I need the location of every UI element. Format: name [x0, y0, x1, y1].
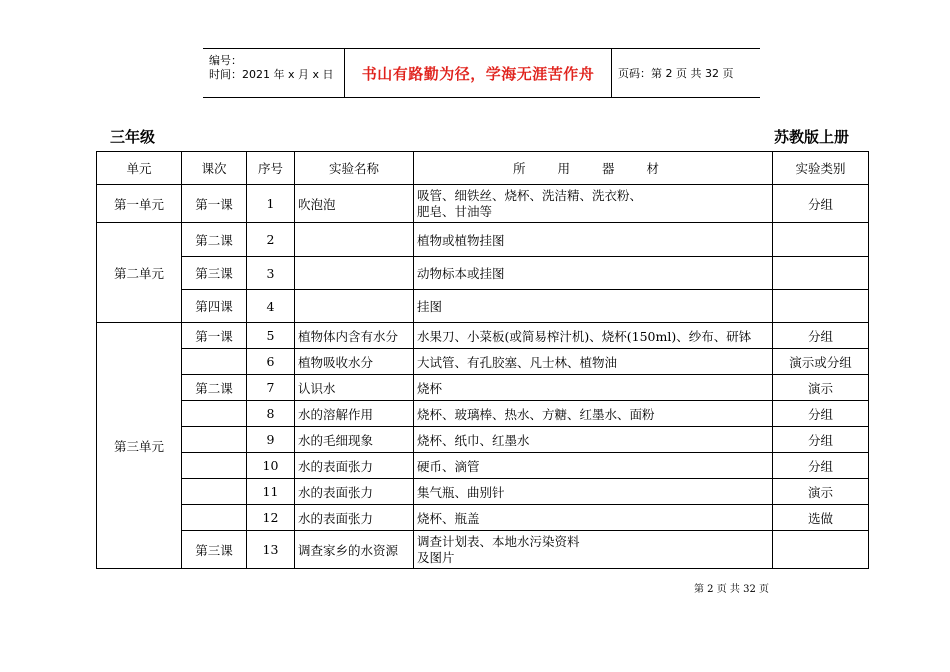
name-cell: 水的溶解作用	[295, 401, 414, 427]
header-left-cell	[203, 49, 344, 97]
name-cell: 植物体内含有水分	[295, 323, 414, 349]
type-cell: 分组	[773, 427, 869, 453]
edition-title: 苏教版上册	[773, 128, 849, 146]
time-label: 时间：2021 年 x 月 x 日	[209, 68, 334, 81]
lesson-cell: 第四课	[182, 290, 247, 323]
number-cell: 2	[247, 223, 295, 257]
name-cell: 植物吸收水分	[295, 349, 414, 375]
type-cell: 分组	[773, 401, 869, 427]
type-cell: 演示或分组	[773, 349, 869, 375]
page-info: 页码：第 2 页 共 32 页	[618, 67, 734, 80]
equipment-cell	[414, 185, 773, 223]
table-row	[97, 427, 869, 453]
lesson-cell: 第三课	[182, 257, 247, 290]
lesson-cell	[182, 479, 247, 505]
number-cell: 13	[247, 531, 295, 569]
number-cell: 8	[247, 401, 295, 427]
table-row	[97, 531, 869, 569]
table-row	[97, 505, 869, 531]
name-cell: 调查家乡的水资源	[295, 531, 414, 569]
name-cell	[295, 257, 414, 290]
lesson-cell: 第一课	[182, 323, 247, 349]
type-cell: 选做	[773, 505, 869, 531]
table-row	[97, 375, 869, 401]
experiment-table	[96, 151, 869, 569]
document-header	[203, 48, 760, 98]
name-cell: 水的表面张力	[295, 479, 414, 505]
name-cell: 水的表面张力	[295, 505, 414, 531]
header-experiment-name: 实验名称	[295, 152, 414, 185]
number-cell: 11	[247, 479, 295, 505]
equipment-cell: 挂图	[414, 290, 773, 323]
equipment-cell: 植物或植物挂图	[414, 223, 773, 257]
table-row	[97, 290, 869, 323]
equipment-line: 及图片	[417, 549, 455, 565]
header-number: 序号	[247, 152, 295, 185]
type-cell	[773, 290, 869, 323]
table-header-row	[97, 152, 869, 185]
number-cell: 1	[247, 185, 295, 223]
table-row	[97, 479, 869, 505]
table-row	[97, 453, 869, 479]
equipment-cell: 大试管、有孔胶塞、凡士林、植物油	[414, 349, 773, 375]
table-row	[97, 257, 869, 290]
header-experiment-type: 实验类别	[773, 152, 869, 185]
lesson-cell	[182, 349, 247, 375]
type-cell: 演示	[773, 375, 869, 401]
type-cell	[773, 531, 869, 569]
equipment-cell	[414, 531, 773, 569]
number-cell: 10	[247, 453, 295, 479]
type-cell: 演示	[773, 479, 869, 505]
unit-cell: 第一单元	[97, 185, 182, 223]
equipment-cell: 动物标本或挂图	[414, 257, 773, 290]
grade-title: 三年级	[110, 128, 156, 146]
type-cell: 分组	[773, 453, 869, 479]
unit-cell: 第三单元	[97, 323, 182, 569]
lesson-cell: 第三课	[182, 531, 247, 569]
name-cell: 水的表面张力	[295, 453, 414, 479]
unit-cell: 第二单元	[97, 223, 182, 323]
equipment-cell: 烧杯、纸巾、红墨水	[414, 427, 773, 453]
equipment-cell: 硬币、滴管	[414, 453, 773, 479]
number-cell: 9	[247, 427, 295, 453]
number-cell: 12	[247, 505, 295, 531]
number-cell: 6	[247, 349, 295, 375]
page-footer: 第 2 页 共 32 页	[694, 584, 769, 595]
motto-text: 书山有路勤为径，学海无涯苦作舟	[361, 64, 595, 83]
lesson-cell	[182, 401, 247, 427]
type-cell: 分组	[773, 185, 869, 223]
lesson-cell: 第一课	[182, 185, 247, 223]
equipment-line: 肥皂、甘油等	[417, 203, 493, 219]
equipment-cell: 水果刀、小菜板(或简易榨汁机)、烧杯(150ml)、纱布、研钵	[414, 323, 773, 349]
equipment-cell: 集气瓶、曲别针	[414, 479, 773, 505]
lesson-cell	[182, 427, 247, 453]
lesson-cell	[182, 505, 247, 531]
table-row	[97, 185, 869, 223]
equipment-line: 吸管、细铁丝、烧杯、洗洁精、洗衣粉、	[417, 187, 643, 203]
header-right-cell	[612, 49, 760, 97]
table-row	[97, 401, 869, 427]
table-row	[97, 323, 869, 349]
equipment-cell: 烧杯、瓶盖	[414, 505, 773, 531]
table-row	[97, 349, 869, 375]
equipment-cell: 烧杯	[414, 375, 773, 401]
number-cell: 5	[247, 323, 295, 349]
type-cell: 分组	[773, 323, 869, 349]
number-label: 编号：	[209, 54, 242, 67]
equipment-line: 调查计划表、本地水污染资料	[417, 533, 580, 549]
type-cell	[773, 223, 869, 257]
header-lesson: 课次	[182, 152, 247, 185]
number-cell: 3	[247, 257, 295, 290]
header-center-cell	[344, 49, 612, 97]
number-cell: 7	[247, 375, 295, 401]
header-equipment: 所 用 器 材	[414, 152, 773, 185]
type-cell	[773, 257, 869, 290]
number-cell: 4	[247, 290, 295, 323]
name-cell: 吹泡泡	[295, 185, 414, 223]
lesson-cell	[182, 453, 247, 479]
name-cell	[295, 223, 414, 257]
name-cell	[295, 290, 414, 323]
header-unit: 单元	[97, 152, 182, 185]
equipment-cell: 烧杯、玻璃棒、热水、方糖、红墨水、面粉	[414, 401, 773, 427]
lesson-cell: 第二课	[182, 375, 247, 401]
table-row	[97, 223, 869, 257]
name-cell: 认识水	[295, 375, 414, 401]
lesson-cell: 第二课	[182, 223, 247, 257]
name-cell: 水的毛细现象	[295, 427, 414, 453]
